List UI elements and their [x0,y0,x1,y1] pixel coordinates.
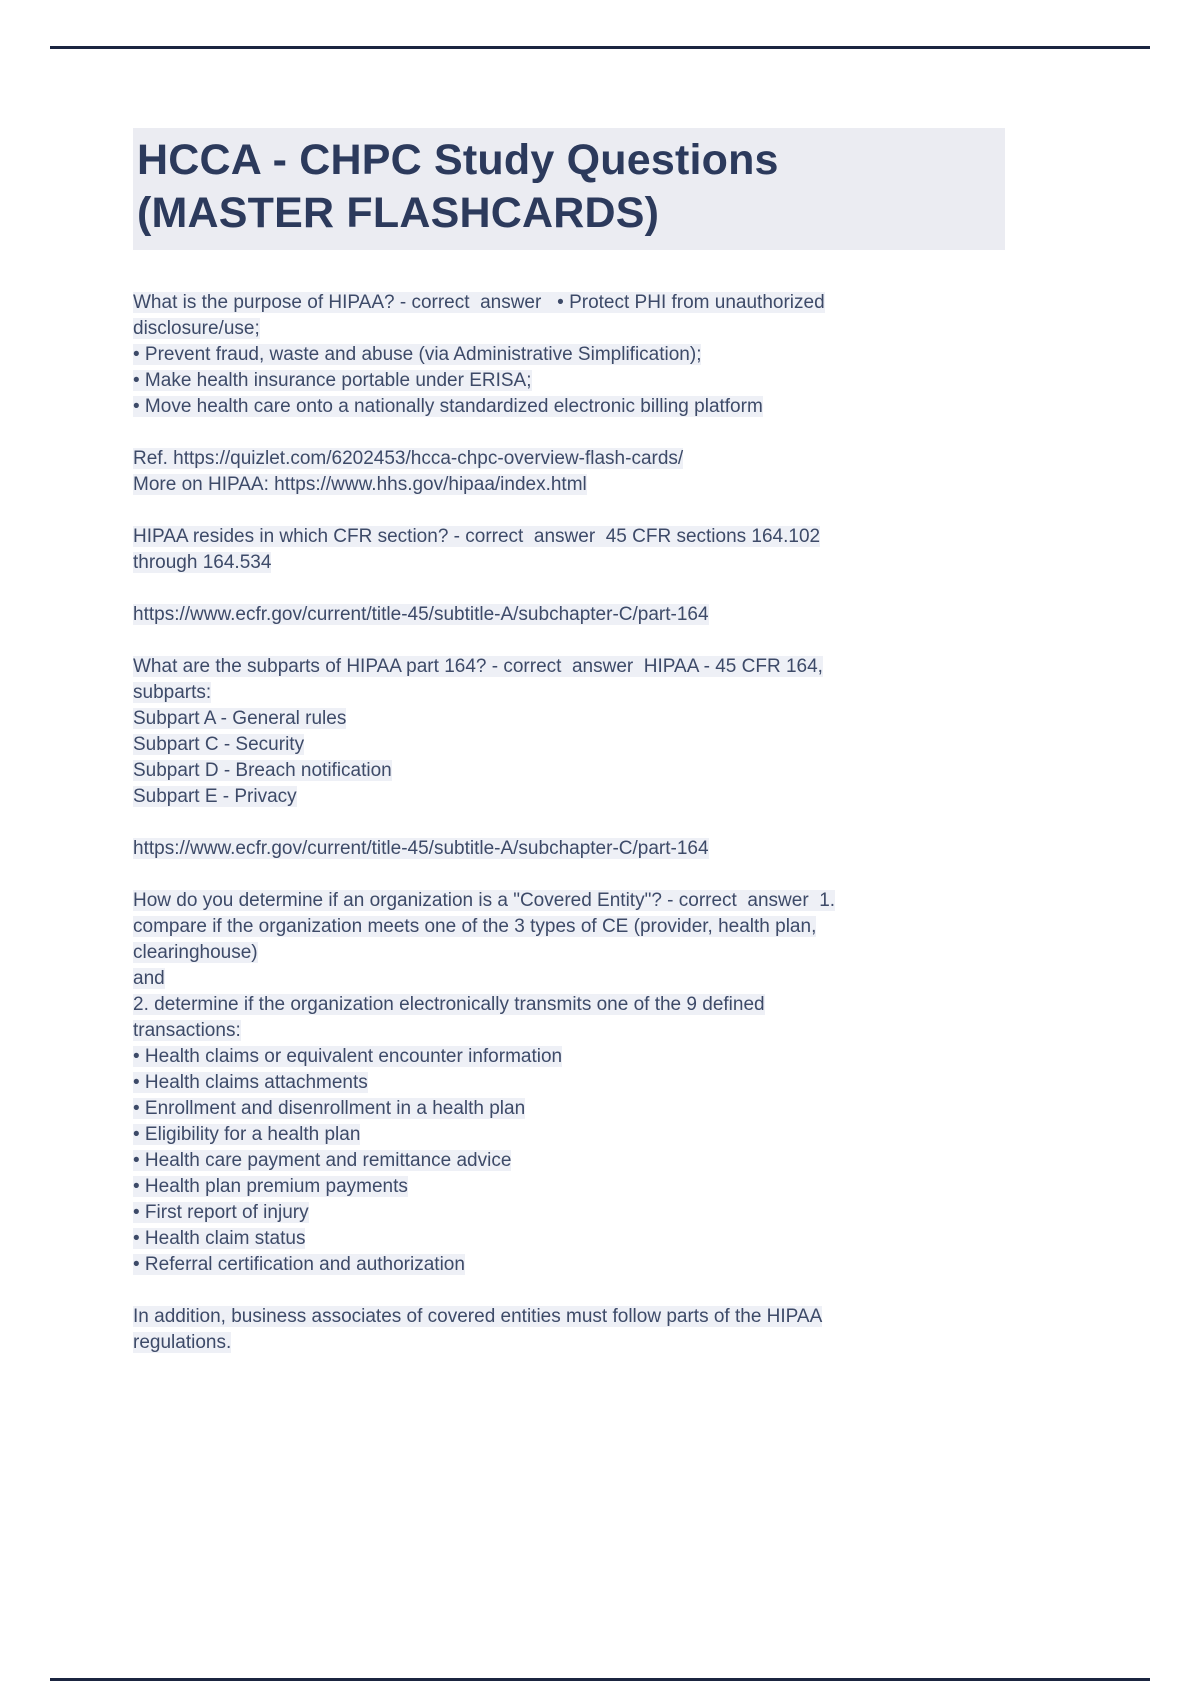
text-line [133,342,1005,368]
text-line-content: subparts: [133,682,212,703]
paragraph [133,290,1005,420]
text-line-content: Subpart A - General rules [133,708,347,729]
text-line-content: • Referral certification and authorization [133,1254,465,1275]
paragraph [133,446,1005,498]
text-line-content: compare if the organization meets one of the 3 types of CE (provider, health plan, [133,916,817,937]
bottom-border-line [50,1678,1150,1681]
text-line [133,654,1005,680]
text-line-content: • Make health insurance portable under ERISA; [133,370,532,391]
text-line [133,1018,1005,1044]
text-line [133,550,1005,576]
text-line [133,290,1005,316]
text-line-content: 2. determine if the organization electronically transmits one of the 9 defined [133,994,765,1015]
text-line-content: Ref. https://quizlet.com/6202453/hcca-chpc-overview-flash-cards/ [133,448,684,469]
text-line [133,732,1005,758]
text-line-content: https://www.ecfr.gov/current/title-45/subtitle-A/subchapter-C/part-164 [133,838,709,859]
paragraph [133,524,1005,576]
text-line [133,1330,1005,1356]
paragraph [133,602,1005,628]
text-line-content: • Health care payment and remittance advice [133,1150,512,1171]
text-line-content: • Health claims attachments [133,1072,368,1093]
text-line-content: • Health plan premium payments [133,1176,408,1197]
text-line [133,1044,1005,1070]
text-line [133,914,1005,940]
title-line-1: HCCA - CHPC Study Questions [137,136,779,184]
text-line-content: • First report of injury [133,1202,309,1223]
text-line [133,394,1005,420]
text-line [133,940,1005,966]
text-line-content: Subpart E - Privacy [133,786,297,807]
text-line-content: through 164.534 [133,552,272,573]
text-line [133,1096,1005,1122]
text-line-content: • Health claim status [133,1228,306,1249]
title-line-2: (MASTER FLASHCARDS) [137,189,660,237]
document-content [133,128,1005,1382]
paragraph [133,654,1005,810]
top-border-line [50,46,1150,49]
text-line [133,1148,1005,1174]
text-line-content: What are the subparts of HIPAA part 164? - correct answer HIPAA - 45 CFR 164, [133,656,823,677]
text-line-content: transactions: [133,1020,241,1041]
text-line-content: How do you determine if an organization is a "Covered Entity"? - correct answer 1. [133,890,836,911]
text-line [133,706,1005,732]
text-line-content: regulations. [133,1332,232,1353]
text-line-content: • Eligibility for a health plan [133,1124,361,1145]
text-line-content: Subpart C - Security [133,734,305,755]
text-line-content: • Health claims or equivalent encounter information [133,1046,563,1067]
text-line [133,524,1005,550]
text-line [133,602,1005,628]
text-line [133,472,1005,498]
text-line [133,1122,1005,1148]
text-line [133,836,1005,862]
text-line [133,316,1005,342]
text-line-content: More on HIPAA: https://www.hhs.gov/hipaa/index.html [133,474,587,495]
text-line-content: and [133,968,165,989]
text-line-content: What is the purpose of HIPAA? - correct answer • Protect PHI from unauthorized [133,292,825,313]
text-line-content: disclosure/use; [133,318,260,339]
text-line [133,758,1005,784]
text-line [133,1174,1005,1200]
text-line-content: • Enrollment and disenrollment in a health plan [133,1098,526,1119]
text-line [133,1226,1005,1252]
text-line [133,992,1005,1018]
text-line [133,1200,1005,1226]
text-line-content: In addition, business associates of covered entities must follow parts of the HIPAA [133,1306,823,1327]
text-line [133,446,1005,472]
text-line [133,368,1005,394]
paragraph [133,888,1005,1278]
text-line [133,680,1005,706]
text-line [133,1070,1005,1096]
text-line [133,1252,1005,1278]
text-line-content: Subpart D - Breach notification [133,760,392,781]
text-line [133,1304,1005,1330]
text-line [133,888,1005,914]
document-title [133,128,1005,250]
paragraph [133,836,1005,862]
text-line [133,784,1005,810]
text-line-content: • Prevent fraud, waste and abuse (via Administrative Simplification); [133,344,702,365]
text-line-content: clearinghouse) [133,942,258,963]
document-body [133,290,1005,1356]
text-line-content: • Move health care onto a nationally standardized electronic billing platform [133,396,763,417]
text-line-content: HIPAA resides in which CFR section? - correct answer 45 CFR sections 164.102 [133,526,821,547]
paragraph [133,1304,1005,1356]
text-line [133,966,1005,992]
text-line-content: https://www.ecfr.gov/current/title-45/subtitle-A/subchapter-C/part-164 [133,604,709,625]
